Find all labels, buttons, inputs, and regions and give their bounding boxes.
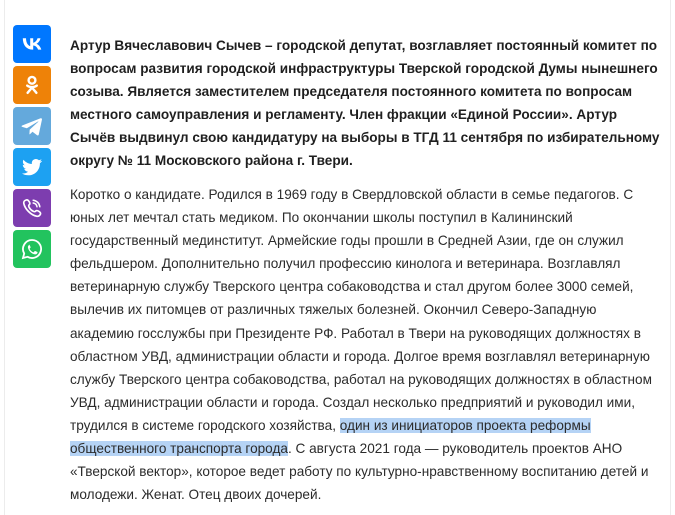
article-body-part-2: . С августа 2021 года — руководитель проектов АНО «Тверской вектор», которое ведет работу по культурно-нравственному воспитанию детей и молодежи. Женат. Отец двоих дочерей.: [70, 441, 649, 503]
share-bar: [13, 25, 53, 268]
share-twitter-button[interactable]: [13, 148, 51, 186]
twitter-icon: [20, 155, 44, 179]
share-telegram-button[interactable]: [13, 107, 51, 145]
article: [70, 34, 662, 506]
telegram-icon: [20, 114, 44, 138]
whatsapp-icon: [20, 237, 44, 261]
article-body: [70, 183, 662, 506]
share-vk-button[interactable]: [13, 25, 51, 63]
selected-text[interactable]: один из инициаторов проекта реформы общественного транспорта города: [70, 417, 591, 457]
share-odnoklassniki-button[interactable]: [13, 66, 51, 104]
share-viber-button[interactable]: [13, 189, 51, 227]
vk-icon: [20, 32, 44, 56]
article-body-part-1: Коротко о кандидате. Родился в 1969 году в Свердловской области в семье педагогов. С юных лет мечтал стать медиком. По окончании школы поступил в Калининский государственный мединститут. Армейские годы прошли в Средней Азии, где он служил фельдшером. Дополнительно получил профессию кинолога и ветеринара. Возглавлял ветеринарную службу Тверского центра собаководства и стал другом более 3000 семей, вылечив их питомцев от различных тяжелых болезней. Окончил Северо-Западную академию госслужбы при Президенте РФ. Работал в Твери на руководящих должностях в областном УВД, администрации области и города. Долгое время возглавлял ветеринарную службу Тверского центра собаководства, работал на руководящих должностях в областном УВД, администрации области и города. Создал несколько предприятий и руководил ими, трудился в системе городского хозяйства,: [70, 187, 652, 433]
article-lead: Артур Вячеславович Сычев – городской депутат, возглавляет постоянный комитет по вопросам развития городской инфраструктуры Тверской городской Думы нынешнего созыва. Является заместителем председателя постоянного комитета по вопросам местного самоуправления и регламенту. Член фракции «Единой России». Артур Сычёв выдвинул свою кандидатуру на выборы в ТГД 11 сентября по избирательному округу № 11 Московского района г. Твери.: [70, 38, 660, 168]
share-whatsapp-button[interactable]: [13, 230, 51, 268]
odnoklassniki-icon: [20, 73, 44, 97]
viber-icon: [20, 196, 44, 220]
